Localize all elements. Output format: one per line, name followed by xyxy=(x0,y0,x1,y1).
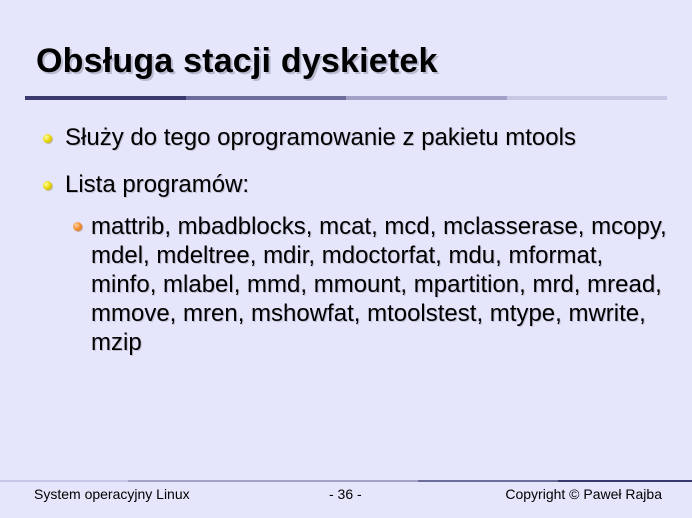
footer-divider-segment-mid-light xyxy=(128,480,418,482)
footer-divider-segment-mid-dark xyxy=(418,480,558,482)
bullet-text: Służy do tego oprogramowanie z pakietu mtools xyxy=(65,124,576,151)
title-divider-segment-dark xyxy=(25,96,186,100)
bullet-text: Lista programów: xyxy=(65,171,250,198)
bullet-item xyxy=(43,124,576,152)
title-divider-segment-mid-light xyxy=(346,96,507,100)
sub-bullet-text: mattrib, mbadblocks, mcat, mcd, mclasserase, mcopy, mdel, mdeltree, mdir, mdoctorfat, mdu, mformat, minfo, mlabel, mmd, mmount, mpartition, mrd, mread, mmove, mren, mshowfat, mtoolstest, mtype, mwrite, mzip xyxy=(91,213,667,356)
footer-divider xyxy=(0,480,692,482)
footer-copyright: Copyright © Paweł Rajba xyxy=(505,486,662,502)
bullet-point-icon xyxy=(43,134,52,143)
title-divider-segment-light xyxy=(507,96,668,100)
footer-divider-segment-light xyxy=(0,480,128,482)
sub-bullet-point-icon xyxy=(73,222,82,231)
slide-title: Obsługa stacji dyskietek xyxy=(36,42,438,80)
bullet-point-icon xyxy=(43,181,52,190)
title-divider-segment-mid-dark xyxy=(186,96,347,100)
sub-bullet-item xyxy=(73,212,673,357)
footer-left-text: System operacyjny Linux xyxy=(34,486,190,502)
title-divider xyxy=(25,96,667,100)
footer-page-number: - 36 - xyxy=(329,486,362,502)
footer-divider-segment-dark xyxy=(558,480,692,482)
bullet-item xyxy=(43,171,249,199)
